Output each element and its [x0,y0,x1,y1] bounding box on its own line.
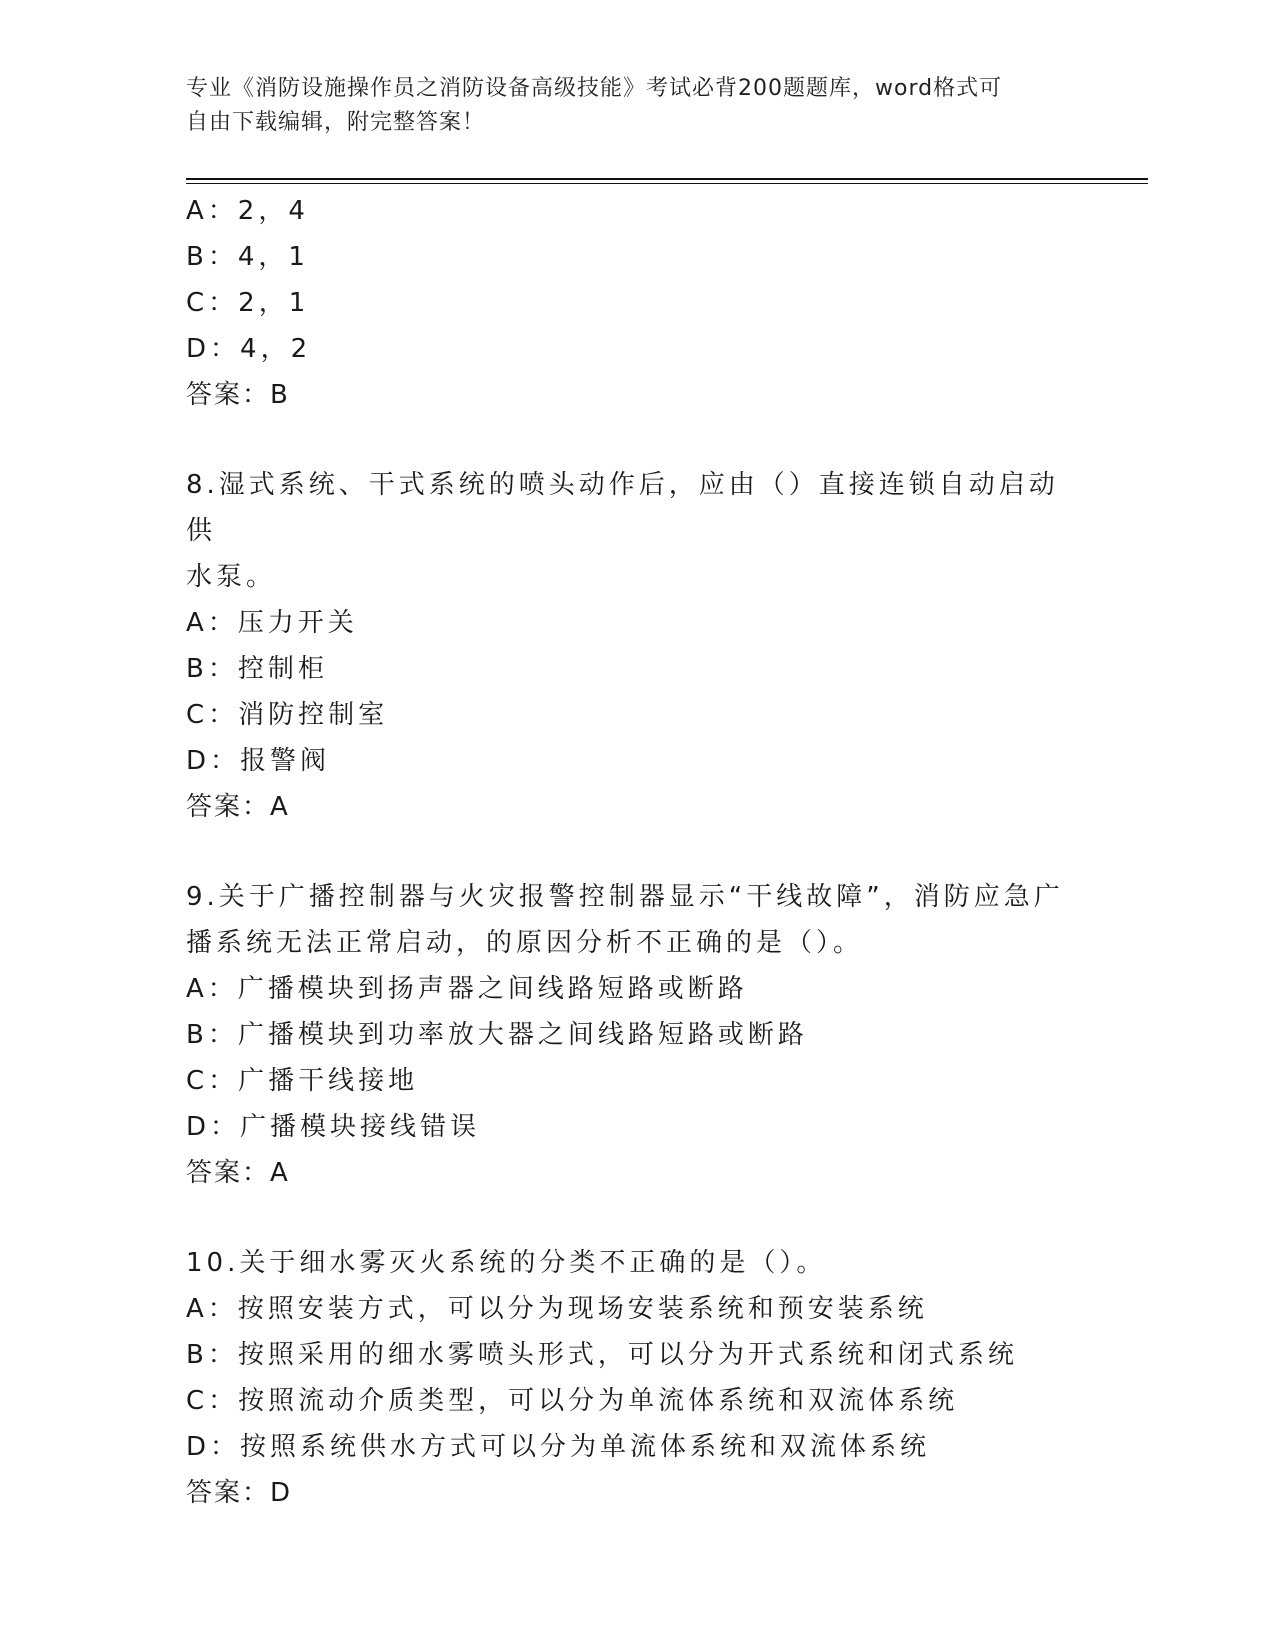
header-line-1: 专业《消防设施操作员之消防设备高级技能》考试必背200题题库，word格式可 [186,76,1003,101]
question-9 [186,874,1086,1196]
option-b: B：控制柜 [186,654,328,684]
answer: 答案：B [186,380,290,410]
option-d: D：报警阀 [186,746,331,776]
document-body [186,188,1086,1516]
option-d: D：4，2 [186,334,312,364]
question-text-line-2: 播系统无法正常启动，的原因分析不正确的是（）。 [186,928,864,958]
option-a: A：广播模块到扬声器之间线路短路或断路 [186,974,748,1004]
option-b: B：4，1 [186,242,309,272]
option-c: C：消防控制室 [186,700,389,730]
question-10 [186,1240,1086,1516]
header-divider [186,178,1148,180]
option-d: D：按照系统供水方式可以分为单流体系统和双流体系统 [186,1432,931,1462]
question-text [186,1240,1066,1286]
option-d: D：广播模块接线错误 [186,1112,481,1142]
answer: 答案：A [186,792,290,822]
question-text-line-2: 水泵。 [186,562,277,592]
header-divider-thin [186,183,1148,184]
option-c: C：按照流动介质类型，可以分为单流体系统和双流体系统 [186,1386,959,1416]
question-text [186,874,1066,966]
option-b: B：广播模块到功率放大器之间线路短路或断路 [186,1020,808,1050]
option-a: A：压力开关 [186,608,358,638]
question-text-line-1: 9.关于广播控制器与火灾报警控制器显示“干线故障”，消防应急广 [186,882,1064,912]
option-c: C：广播干线接地 [186,1066,419,1096]
option-c: C：2，1 [186,288,310,318]
question-8 [186,462,1086,830]
option-a: A：2，4 [186,196,309,226]
option-b: B：按照采用的细水雾喷头形式，可以分为开式系统和闭式系统 [186,1340,1018,1370]
page-header [186,72,1066,140]
answer: 答案：A [186,1158,290,1188]
answer: 答案：D [186,1478,293,1508]
question-text-line-1: 8.湿式系统、干式系统的喷头动作后，应由（）直接连锁自动启动供 [186,470,1059,546]
question-7 [186,188,1086,418]
question-text-line-1: 10.关于细水雾灭火系统的分类不正确的是（）。 [186,1248,827,1278]
question-text [186,462,1066,600]
option-a: A：按照安装方式，可以分为现场安装系统和预安装系统 [186,1294,928,1324]
header-line-2: 自由下载编辑，附完整答案！ [186,110,486,135]
